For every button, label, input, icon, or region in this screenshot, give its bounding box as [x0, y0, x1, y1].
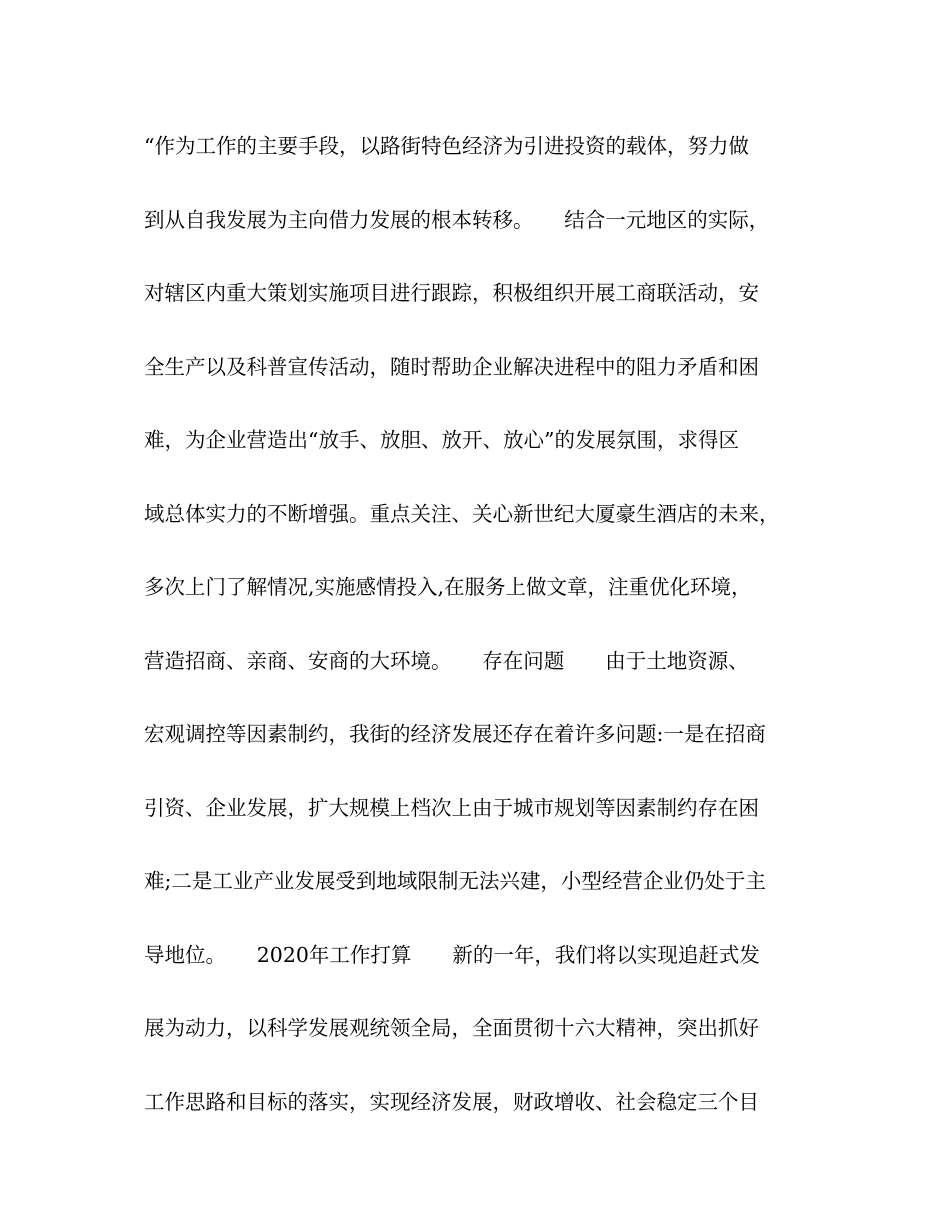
body-text [144, 123, 824, 1152]
text-line: 工作思路和目标的落实，实现经济发展，财政增收、社会稳定三个目 [144, 1089, 759, 1114]
text-line: 域总体实力的不断增强。重点关注、关心新世纪大厦豪生酒店的未来， [144, 501, 780, 526]
text-line: 展为动力，以科学发展观统领全局，全面贯彻十六大精神，突出抓好 [144, 1016, 759, 1040]
text-line: 宏观调控等因素制约，我街的经济发展还存在着许多问题:一是在招商 [144, 722, 766, 746]
text-line: 营造招商、亲商、安商的大环境。 存在问题 由于土地资源、 [144, 648, 749, 673]
text-line: 到从自我发展为主向借力发展的根本转移。 结合一元地区的实际， [144, 207, 770, 232]
text-line: 全生产以及科普宣传活动，随时帮助企业解决进程中的阻力矛盾和困 [144, 354, 759, 379]
text-line: “作为工作的主要手段，以路街特色经济为引进投资的载体，努力做 [144, 134, 749, 158]
text-line: 多次上门了解情况,实施感情投入,在服务上做文章，注重优化环境， [144, 575, 752, 599]
text-line: 引资、企业发展，扩大规模上档次上由于城市规划等因素制约存在困 [144, 795, 759, 820]
text-line: 难，为企业营造出“放手、放胆、放开、放心”的发展氛围，求得区 [144, 428, 739, 452]
text-line: 导地位。 2020年工作打算 新的一年，我们将以实现追赶式发 [144, 942, 760, 967]
text-line: 难;二是工业产业发展受到地域限制无法兴建，小型经营企业仍处于主 [144, 869, 766, 893]
text-line: 对辖区内重大策划实施项目进行跟踪，积极组织开展工商联活动，安 [144, 281, 759, 305]
